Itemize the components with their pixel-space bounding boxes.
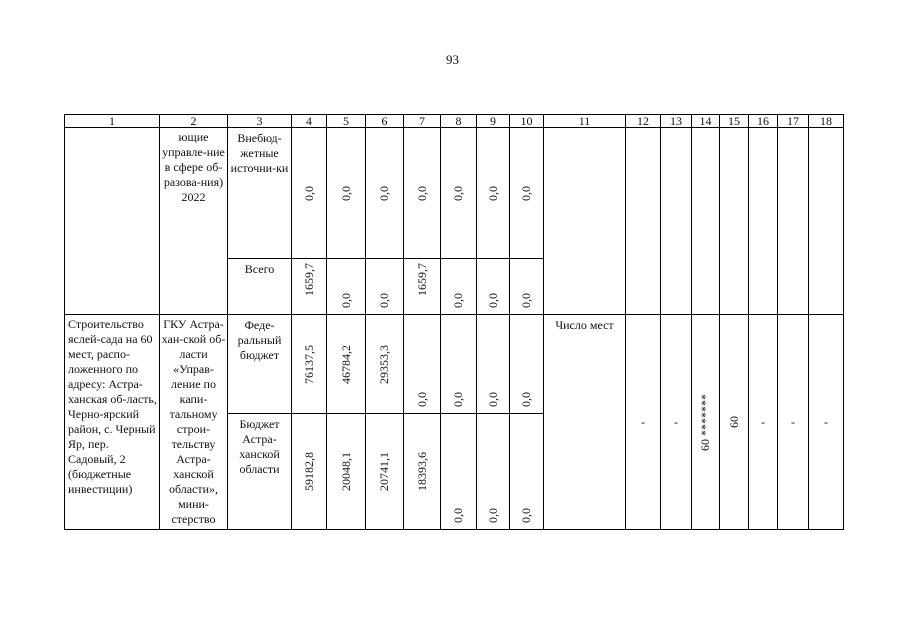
empty-cell (626, 128, 661, 315)
indicator-value: 60 ******* (692, 315, 720, 530)
value-cell: 0,0 (327, 128, 366, 259)
budget-table (64, 114, 844, 530)
source-label: Феде-ральный бюджет (228, 315, 292, 414)
value-cell: 0,0 (404, 128, 441, 259)
header-cell: 5 (327, 115, 366, 128)
indicator-value: - (626, 315, 661, 530)
header-row (65, 115, 844, 128)
header-cell: 2 (160, 115, 228, 128)
header-cell: 14 (692, 115, 720, 128)
executor-cell: ГКУ Астра-хан-ской об-ласти «Управ-ление по капи-тальному строи-тельству Астра-ханской области», мини-стерство (160, 315, 228, 530)
empty-cell (749, 128, 778, 315)
indicator-value: - (809, 315, 844, 530)
project-cell (65, 128, 160, 315)
header-cell: 4 (292, 115, 327, 128)
indicator-value: - (778, 315, 809, 530)
header-cell: 8 (441, 115, 477, 128)
executor-cell: ющие управле-ние в сфере об-разова-ния) 2022 (160, 128, 228, 315)
indicator-cell (544, 128, 626, 315)
value-cell: 0,0 (477, 128, 510, 259)
project-cell: Строительство яслей-сада на 60 мест, распо-ложенного по адресу: Астра-ханская об-ласть, Черно-ярский район, с. Черный Яр, пер. Садовый, 2 (бюджетные инвестиции) (65, 315, 160, 530)
value-cell: 0,0 (510, 259, 544, 315)
value-cell: 18393,6 (404, 414, 441, 530)
value-cell: 29353,3 (366, 315, 404, 414)
empty-cell (692, 128, 720, 315)
page-number: 93 (446, 52, 459, 67)
value-cell: 0,0 (441, 259, 477, 315)
header-cell: 16 (749, 115, 778, 128)
empty-cell (661, 128, 692, 315)
value-cell: 0,0 (510, 315, 544, 414)
header-cell: 10 (510, 115, 544, 128)
header-cell: 12 (626, 115, 661, 128)
value-cell: 0,0 (404, 315, 441, 414)
value-cell: 0,0 (366, 128, 404, 259)
value-cell: 0,0 (292, 128, 327, 259)
header-cell: 17 (778, 115, 809, 128)
header-cell: 11 (544, 115, 626, 128)
value-cell: 0,0 (477, 315, 510, 414)
value-cell: 0,0 (327, 259, 366, 315)
table-row (65, 315, 844, 414)
header-cell: 7 (404, 115, 441, 128)
indicator-value: - (661, 315, 692, 530)
value-cell: 20741,1 (366, 414, 404, 530)
value-cell: 1659,7 (404, 259, 441, 315)
indicator-value: - (749, 315, 778, 530)
indicator-cell: Число мест (544, 315, 626, 530)
value-cell: 0,0 (441, 128, 477, 259)
value-cell: 0,0 (366, 259, 404, 315)
empty-cell (809, 128, 844, 315)
value-cell: 0,0 (510, 128, 544, 259)
header-cell: 9 (477, 115, 510, 128)
header-cell: 1 (65, 115, 160, 128)
value-cell: 20048,1 (327, 414, 366, 530)
value-cell: 0,0 (441, 315, 477, 414)
header-cell: 15 (720, 115, 749, 128)
empty-cell (720, 128, 749, 315)
value-cell: 1659,7 (292, 259, 327, 315)
source-label: Всего (228, 259, 292, 315)
table-row (65, 128, 844, 259)
source-label: Бюджет Астра-ханской области (228, 414, 292, 530)
value-cell: 76137,5 (292, 315, 327, 414)
empty-cell (778, 128, 809, 315)
source-label: Внебюд-жетные источни-ки (228, 128, 292, 259)
indicator-value: 60 (720, 315, 749, 530)
value-cell: 59182,8 (292, 414, 327, 530)
value-cell: 0,0 (477, 414, 510, 530)
value-cell: 0,0 (510, 414, 544, 530)
value-cell: 46784,2 (327, 315, 366, 414)
header-cell: 13 (661, 115, 692, 128)
header-cell: 18 (809, 115, 844, 128)
value-cell: 0,0 (477, 259, 510, 315)
header-cell: 3 (228, 115, 292, 128)
header-cell: 6 (366, 115, 404, 128)
value-cell: 0,0 (441, 414, 477, 530)
